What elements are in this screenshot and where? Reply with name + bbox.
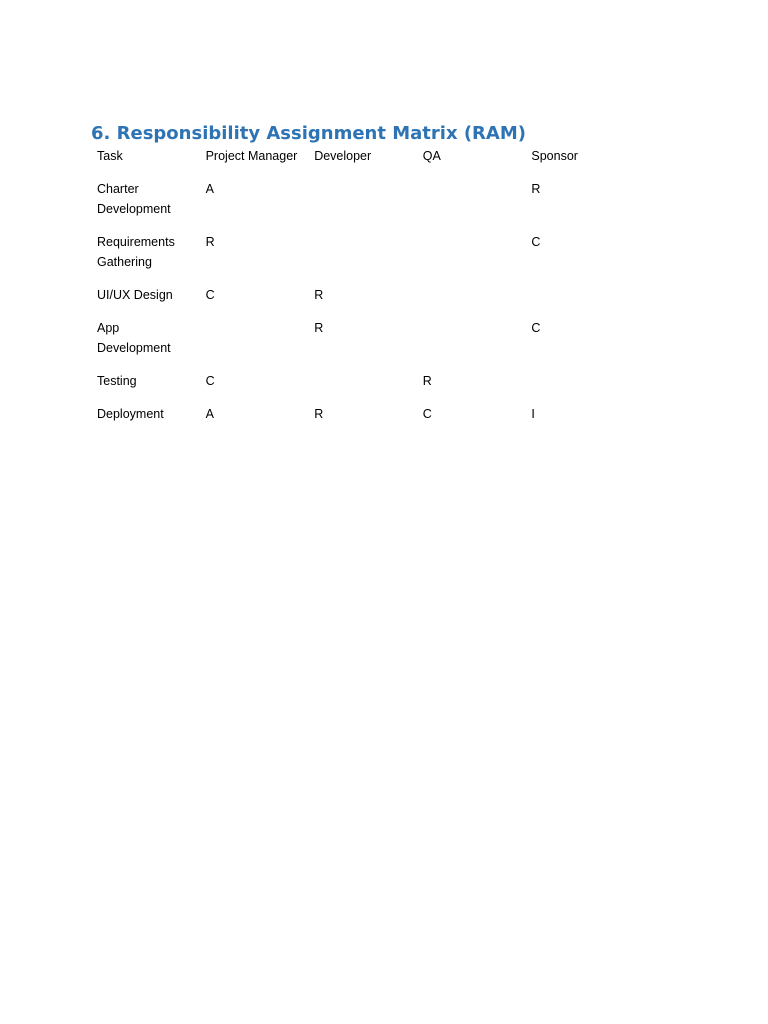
project-manager-cell xyxy=(200,318,309,371)
sponsor-cell: C xyxy=(531,321,541,335)
sponsor-cell: R xyxy=(531,182,541,196)
table-header-row xyxy=(91,146,634,179)
developer-cell: R xyxy=(314,321,324,335)
project-manager-cell: C xyxy=(205,374,215,388)
developer-cell xyxy=(308,179,417,232)
project-manager-cell: A xyxy=(205,407,214,421)
qa-cell: R xyxy=(422,374,432,388)
developer-cell: R xyxy=(314,288,324,302)
table-row xyxy=(91,232,634,285)
developer-cell: R xyxy=(314,407,324,421)
column-header-project-manager: Project Manager xyxy=(205,149,298,163)
ram-table xyxy=(91,146,634,437)
project-manager-cell: R xyxy=(205,235,215,249)
section-heading: 6. Responsibility Assignment Matrix (RAM) xyxy=(91,123,526,144)
qa-cell xyxy=(417,285,526,318)
column-header-task: Task xyxy=(97,149,123,163)
qa-cell xyxy=(417,232,526,285)
task-cell: Deployment xyxy=(97,407,164,421)
project-manager-cell: C xyxy=(205,288,215,302)
sponsor-cell xyxy=(525,371,634,404)
developer-cell xyxy=(308,371,417,404)
table-row xyxy=(91,318,634,371)
developer-cell xyxy=(308,232,417,285)
table-row xyxy=(91,404,634,437)
sponsor-cell xyxy=(525,285,634,318)
qa-cell xyxy=(417,179,526,232)
table-row xyxy=(91,371,634,404)
task-cell: Testing xyxy=(97,374,137,388)
sponsor-cell: I xyxy=(531,407,535,421)
column-header-sponsor: Sponsor xyxy=(531,149,578,163)
column-header-qa: QA xyxy=(422,149,441,163)
task-cell: Requirements Gathering xyxy=(97,235,175,269)
qa-cell: C xyxy=(422,407,432,421)
table-row xyxy=(91,285,634,318)
qa-cell xyxy=(417,318,526,371)
task-cell: App Development xyxy=(97,321,171,355)
task-cell: UI/UX Design xyxy=(97,288,173,302)
task-cell: Charter Development xyxy=(97,182,171,216)
table-row xyxy=(91,179,634,232)
project-manager-cell: A xyxy=(205,182,214,196)
column-header-developer: Developer xyxy=(314,149,372,163)
sponsor-cell: C xyxy=(531,235,541,249)
